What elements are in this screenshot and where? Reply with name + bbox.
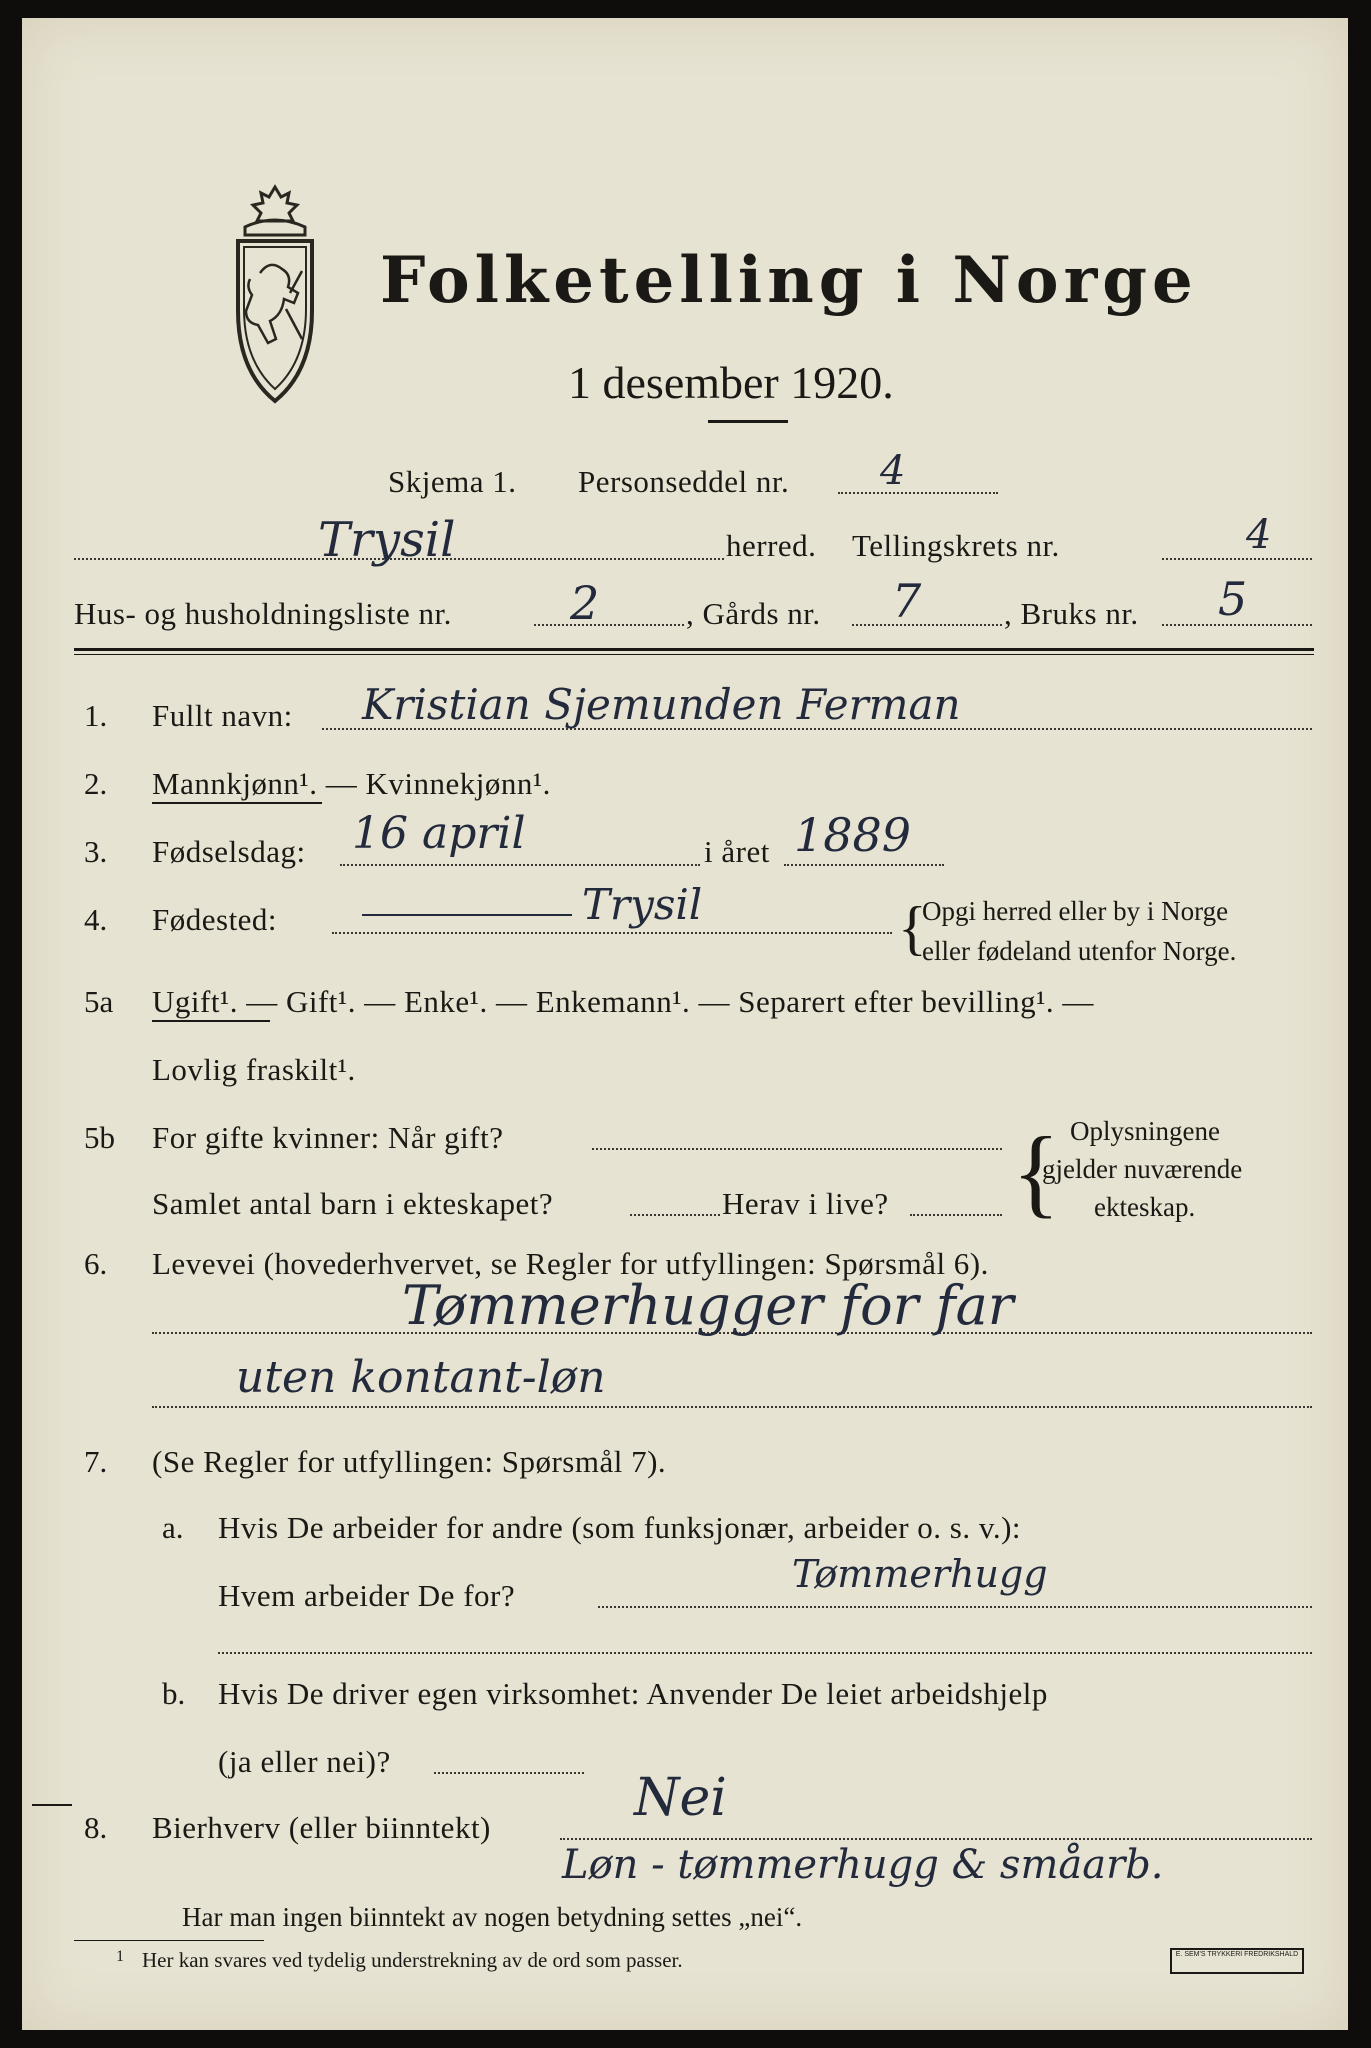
footnote-divider bbox=[74, 1940, 264, 1941]
q7a-letter: a. bbox=[162, 1510, 184, 1545]
q5b-note-brace: { bbox=[1012, 1116, 1060, 1227]
gards-label: , Gårds nr. bbox=[686, 596, 821, 631]
q3-label: Fødselsdag: bbox=[152, 834, 306, 869]
herred-value: Trysil bbox=[318, 512, 456, 568]
census-date: 1 desember 1920. bbox=[568, 357, 894, 408]
q4-note-brace: { bbox=[898, 895, 927, 961]
birthday-value: 16 april bbox=[352, 808, 526, 859]
occupation-value-line1: Tømmerhugger for far bbox=[402, 1274, 1014, 1337]
q6-label: Levevei (hovederhvervet, se Regler for utfyllingen: Spørsmål 6). bbox=[152, 1246, 989, 1281]
page-title: Folketelling i Norge bbox=[380, 243, 1198, 318]
q7a-employer-label: Hvem arbeider De for? bbox=[218, 1578, 516, 1613]
husliste-value: 2 bbox=[570, 576, 600, 630]
q7a-extra-line bbox=[218, 1652, 1312, 1654]
q7-number: 7. bbox=[84, 1444, 108, 1479]
q5b-number: 5b bbox=[84, 1120, 115, 1155]
q5b-married-line bbox=[592, 1148, 1002, 1150]
q1-label: Fullt navn: bbox=[152, 698, 293, 733]
q5b-alive-line bbox=[910, 1214, 1002, 1216]
q2-number: 2. bbox=[84, 766, 108, 801]
coat-of-arms-emblem bbox=[220, 183, 330, 413]
q6-number: 6. bbox=[84, 1246, 108, 1281]
q5a-number: 5a bbox=[84, 984, 114, 1019]
footnote-mark: 1 bbox=[116, 1948, 124, 1965]
bruks-label: , Bruks nr. bbox=[1004, 596, 1139, 631]
q7b-letter: b. bbox=[162, 1676, 186, 1711]
q7a-employer-line bbox=[598, 1606, 1312, 1608]
q4-note-line2: eller fødeland utenfor Norge. bbox=[922, 936, 1237, 966]
q4-note-line1: Opgi herred eller by i Norge bbox=[922, 896, 1229, 926]
gards-line bbox=[852, 624, 1002, 626]
q7b-hired-help-label: (ja eller nei)? bbox=[218, 1744, 391, 1779]
q5a-marital-options-cont: Lovlig fraskilt¹. bbox=[152, 1052, 356, 1087]
q4-number: 4. bbox=[84, 902, 108, 937]
birth-year-value: 1889 bbox=[794, 808, 912, 862]
gards-value: 7 bbox=[892, 574, 922, 628]
birthplace-strikethrough bbox=[362, 914, 572, 916]
header-divider-thin bbox=[74, 654, 1314, 655]
employer-value: Tømmerhugg bbox=[792, 1552, 1048, 1596]
q5b-note-line1: Oplysningene bbox=[1070, 1116, 1220, 1146]
q3-line bbox=[340, 864, 700, 866]
q5a-marital-options: Ugift¹. — Gift¹. — Enke¹. — Enkemann¹. — Separert efter bevilling¹. — bbox=[152, 984, 1094, 1019]
bruks-value: 5 bbox=[1218, 572, 1248, 626]
q8-line bbox=[560, 1838, 1312, 1840]
q3-number: 3. bbox=[84, 834, 108, 869]
q5b-children-line bbox=[630, 1214, 720, 1216]
q4-line bbox=[332, 932, 892, 934]
no-income-note: Har man ingen biinntekt av nogen betydning settes „nei“. bbox=[182, 1902, 803, 1932]
q5b-married-when: For gifte kvinner: Når gift? bbox=[152, 1120, 504, 1155]
q6-line2 bbox=[152, 1406, 1312, 1408]
footnote-text: Her kan svares ved tydelig understrekning av de ord som passer. bbox=[142, 1948, 683, 1972]
side-income-value-line1: Nei bbox=[634, 1768, 727, 1828]
side-income-value-line2: Løn - tømmerhugg & småarb. bbox=[562, 1842, 1164, 1888]
q7b-question: Hvis De driver egen virksomhet: Anvender De leiet arbeidshjelp bbox=[218, 1676, 1048, 1711]
printer-mark-text: E. SEM'S TRYKKERI FREDRIKSHALD bbox=[1175, 1951, 1299, 1958]
tellingskrets-label: Tellingskrets nr. bbox=[852, 528, 1060, 563]
q2-gender-options: Mannkjønn¹. — Kvinnekjønn¹. bbox=[152, 766, 551, 801]
q5b-note-line2: gjelder nuværende bbox=[1042, 1154, 1243, 1184]
skjema-label: Skjema 1. bbox=[388, 464, 517, 499]
tellingskrets-value: 4 bbox=[1246, 512, 1272, 558]
herred-label: herred. bbox=[726, 528, 817, 563]
q5b-children-total: Samlet antal barn i ekteskapet? bbox=[152, 1186, 554, 1221]
q8-number: 8. bbox=[84, 1810, 108, 1845]
full-name-value: Kristian Sjemunden Ferman bbox=[362, 680, 961, 729]
tellingskrets-line bbox=[1162, 558, 1312, 560]
personseddel-line bbox=[838, 492, 998, 494]
birthplace-value: Trysil bbox=[582, 880, 703, 929]
q7a-question: Hvis De arbeider for andre (som funksjonær, arbeider o. s. v.): bbox=[218, 1510, 1022, 1545]
personseddel-label: Personseddel nr. bbox=[578, 464, 790, 499]
census-form-sheet bbox=[22, 18, 1348, 2030]
q8-margin-mark bbox=[32, 1804, 72, 1806]
q5b-note-line3: ekteskap. bbox=[1094, 1192, 1196, 1222]
q5a-underline bbox=[152, 1020, 270, 1022]
q5b-children-alive: Herav i live? bbox=[722, 1186, 889, 1221]
husliste-label: Hus- og husholdningsliste nr. bbox=[74, 596, 452, 631]
husliste-line bbox=[534, 624, 684, 626]
q1-number: 1. bbox=[84, 698, 108, 733]
header-divider bbox=[74, 648, 1314, 651]
q4-label: Fødested: bbox=[152, 902, 278, 937]
q7b-hired-help-line bbox=[434, 1772, 584, 1774]
title-divider bbox=[708, 420, 788, 423]
q3-year-label: i året bbox=[704, 834, 770, 869]
q3-year-line bbox=[784, 864, 944, 866]
q2-underline bbox=[152, 802, 322, 804]
personseddel-value: 4 bbox=[880, 448, 906, 494]
q7-label: (Se Regler for utfyllingen: Spørsmål 7). bbox=[152, 1444, 667, 1479]
q8-label: Bierhverv (eller biinntekt) bbox=[152, 1810, 491, 1845]
printer-mark bbox=[1170, 1948, 1304, 1974]
occupation-value-line2: uten kontant-løn bbox=[236, 1352, 606, 1403]
